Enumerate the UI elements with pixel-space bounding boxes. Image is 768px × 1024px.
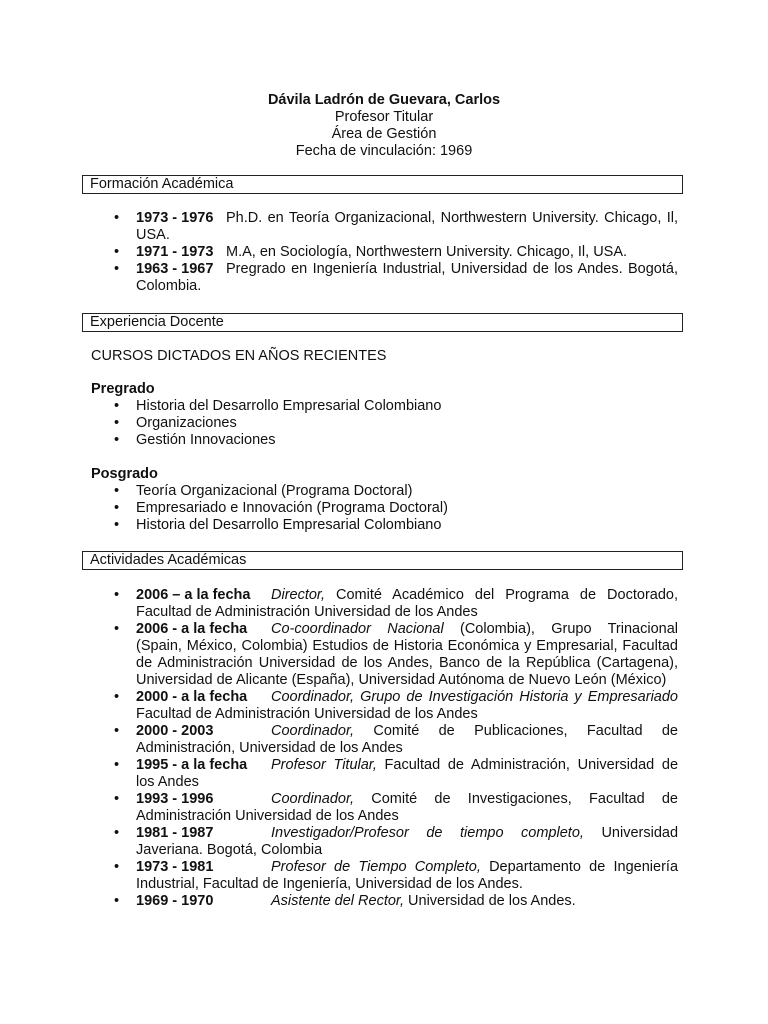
activity-item (0, 587, 678, 621)
activity-years: 2006 – a la fecha (136, 587, 251, 603)
activity-detail: Facultad de Administración, Universidad de los Andes (136, 757, 679, 790)
person-area: Área de Gestión (331, 126, 437, 142)
activity-item (0, 689, 678, 723)
activity-detail: Universidad de los Andes. (404, 893, 576, 909)
activity-detail: Comité de Investigaciones, Facultad de Administración Universidad de los Andes (136, 791, 678, 824)
activities-list (0, 587, 678, 910)
activity-role: Co-coordinador Nacional (271, 621, 444, 637)
activity-years: 2000 - 2003 (136, 723, 214, 739)
activity-years: 1993 - 1996 (136, 791, 214, 807)
activity-item (0, 621, 678, 689)
activity-role: Coordinador, (271, 791, 355, 807)
activity-item (0, 893, 678, 910)
activity-role: Director, (271, 587, 325, 603)
posgrado-label: Posgrado (91, 466, 158, 482)
pregrado-label: Pregrado (91, 381, 155, 397)
activity-item (0, 723, 678, 757)
activity-role: Coordinador, Grupo de Investigación Historia y Empresariado (271, 689, 678, 705)
person-name: Dávila Ladrón de Guevara, Carlos (267, 92, 501, 108)
activity-years: 2000 - a la fecha (136, 689, 248, 705)
activity-detail: Comité Académico del Programa de Doctorado, Facultad de Administración Universidad de los Andes (136, 587, 678, 620)
posgrado-list (0, 483, 448, 534)
course-item: • Gestión Innovaciones (0, 432, 441, 449)
education-text: M.A, en Sociología, Northwestern University. Chicago, Il, USA. (226, 244, 628, 260)
course-item: • Organizaciones (0, 415, 441, 432)
activity-item (0, 825, 678, 859)
education-item (0, 244, 678, 261)
education-years: 1971 - 1973 (136, 244, 214, 260)
cv-header (0, 92, 768, 160)
education-years: 1973 - 1976 (136, 210, 214, 226)
education-text: Ph.D. en Teoría Organizacional, Northwestern University. Chicago, Il, USA. (136, 210, 678, 243)
pregrado-list (0, 398, 441, 449)
education-list (0, 210, 678, 295)
course-item: • Historia del Desarrollo Empresarial Colombiano (0, 398, 441, 415)
activity-detail: Comité de Publicaciones, Facultad de Administración, Universidad de los Andes (136, 723, 678, 756)
activity-years: 1969 - 1970 (136, 893, 214, 909)
person-start-date: Fecha de vinculación: 1969 (295, 143, 473, 159)
activity-years: 1981 - 1987 (136, 825, 214, 841)
person-position: Profesor Titular (334, 109, 434, 125)
activity-item (0, 757, 678, 791)
section-experiencia-docente: Experiencia Docente (82, 313, 683, 332)
course-item: • Teoría Organizacional (Programa Doctoral) (0, 483, 448, 500)
course-item: • Empresariado e Innovación (Programa Doctoral) (0, 500, 448, 517)
activity-role: Investigador/Profesor de tiempo completo, (271, 825, 584, 841)
activity-role: Coordinador, (271, 723, 355, 739)
activity-detail: Facultad de Administración Universidad de los Andes (136, 706, 478, 722)
activity-detail: Departamento de Ingeniería Industrial, Facultad de Ingeniería, Universidad de los Andes. (136, 859, 679, 892)
activity-years: 2006 - a la fecha (136, 621, 248, 637)
courses-heading: CURSOS DICTADOS EN AÑOS RECIENTES (91, 348, 387, 364)
activity-role: Profesor de Tiempo Completo, (271, 859, 481, 875)
activity-role: Asistente del Rector, (271, 893, 404, 909)
activity-years: 1973 - 1981 (136, 859, 214, 875)
activity-years: 1995 - a la fecha (136, 757, 248, 773)
activity-item (0, 791, 678, 825)
education-text: Pregrado en Ingeniería Industrial, Universidad de los Andes. Bogotá, Colombia. (136, 261, 678, 294)
education-years: 1963 - 1967 (136, 261, 214, 277)
activity-role: Profesor Titular, (271, 757, 377, 773)
education-item (0, 210, 678, 244)
education-item (0, 261, 678, 295)
section-formacion-academica: Formación Académica (82, 175, 683, 194)
section-actividades-academicas: Actividades Académicas (82, 551, 683, 570)
activity-detail: Universidad Javeriana. Bogotá, Colombia (136, 825, 679, 858)
course-item: • Historia del Desarrollo Empresarial Colombiano (0, 517, 448, 534)
activity-item (0, 859, 678, 893)
activity-detail: (Colombia), Grupo Trinacional (Spain, México, Colombia) Estudios de Historia Económica y Empresarial, Facultad de Administración Universidad de los Andes, Banco de la República (Cartagena), Universidad de Alicante (España), Universidad Autónoma de Nuevo León (México) (136, 621, 678, 688)
